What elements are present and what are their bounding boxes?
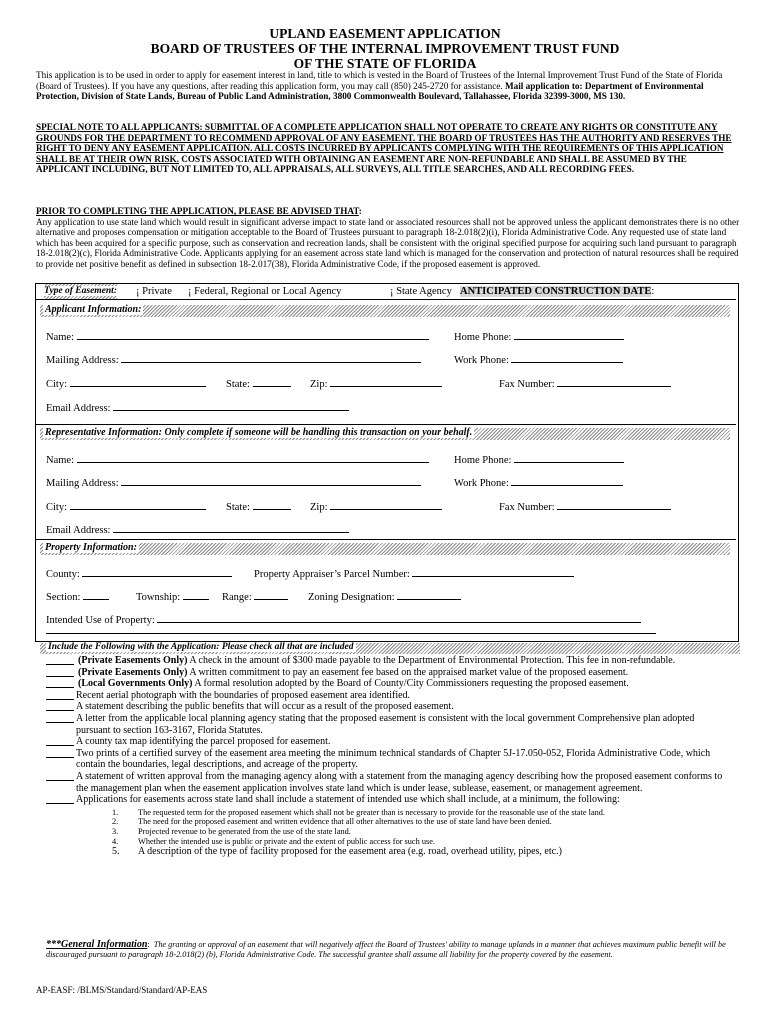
township-row: Township: <box>136 589 209 604</box>
sub-item: 4. Whether the intended use is public or private and the extent of public access for such use. <box>112 836 435 846</box>
special-note <box>36 122 736 175</box>
rep-work-phone-field[interactable] <box>511 475 623 486</box>
construction-date: ANTICIPATED CONSTRUCTION DATE: <box>460 284 736 315</box>
include-item: (Local Governments Only) A formal resolution adopted by the Board of County/City Commissioners requesting the proposed easement. <box>46 678 726 690</box>
page-header <box>0 26 770 71</box>
rep-zip-field[interactable] <box>330 499 442 510</box>
applicant-zip-field[interactable] <box>330 376 442 387</box>
applicant-state-field[interactable] <box>253 376 291 387</box>
easement-type-row <box>36 284 736 300</box>
applicant-fax-row: Fax Number: <box>499 376 671 391</box>
applicant-city-field[interactable] <box>70 376 206 387</box>
prior-text: Any application to use state land which would result in significant adverse impact to state land or associated resources shall not be approved unless the applicant demonstrates there is no other alternative and proposes compensation or mitigation acceptable to the Board of Trustees pursuant to paragraph 18-2.018(2)(i), Florida Administrative Code. Any requested use of state land which has been acquired for a specific purpose, such as conservation and recreation lands, shall be consistent with the original specified purpose for acquiring such land pursuant to paragraph 18-2.018(2)(c), Florida Administrative Code. Applicants applying for an easement across state land which is managed for the conservation and protection of natural resources shall be required to provide net positive benefit as defined in subsection 18-2.017(38), Florida Administrative Code, if the proposed easement is approved. <box>36 216 740 269</box>
rep-city-field[interactable] <box>70 499 206 510</box>
sub-item: 2. The need for the proposed easement and written evidence that all other alternatives to the use of state land have been denied. <box>112 817 552 827</box>
general-text: The granting or approval of an easement that will negatively affect the Board of Trustees' ability to manage uplands in a manner that achieves maximum public benefit will be discouraged pursuant to paragraph 18-2.018(2) (b), Florida Administrative Code. The successful grantee shall assume all liability for the property covered by the easement. <box>46 940 726 959</box>
property-heading-bar <box>40 543 730 555</box>
applicant-name-field[interactable] <box>77 329 429 340</box>
general-information: ***General Information: The granting or approval of an easement that will negatively affect the Board of Trustees' ability to manage uplands in a manner that achieves maximum public benefit will be discouraged pursuant to paragraph 18-2.018(2) (b), Florida Administrative Code. The successful grantee shall assume all liability for the property covered by the easement. <box>46 939 726 959</box>
parcel-row: Property Appraiser’s Parcel Number: <box>254 566 574 581</box>
applicant-name-row: Name: <box>46 329 429 344</box>
intro-paragraph <box>36 70 736 102</box>
include-checkbox[interactable] <box>46 736 74 746</box>
representative-heading: Representative Information: Only complete if someone will be handling this transaction on your behalf. <box>45 427 473 438</box>
include-checkbox[interactable] <box>46 667 74 677</box>
include-item: Two prints of a certified survey of the easement area meeting the minimum technical standards of Chapter 5J-17.050-052, Florida Administrative Code, which contain the boundaries, legal descriptions, and acreage of the property. <box>46 748 726 771</box>
zoning-field[interactable] <box>397 589 461 600</box>
applicant-city-row: City: <box>46 376 206 391</box>
sub-item: 5. A description of the type of facility proposed for the easement area (e.g. road, overhead utility, pipes, etc.) <box>112 846 562 858</box>
applicant-home-phone-field[interactable] <box>514 329 624 340</box>
applicant-fax-field[interactable] <box>557 376 671 387</box>
rep-name-field[interactable] <box>77 452 429 463</box>
include-list <box>46 655 726 857</box>
section-field[interactable] <box>83 589 109 600</box>
applicant-work-phone-field[interactable] <box>511 352 623 363</box>
applicant-mailing-field[interactable] <box>121 352 421 363</box>
applicant-zip-row: Zip: <box>310 376 442 391</box>
special-note-underlined: SPECIAL NOTE TO ALL APPLICANTS: SUBMITTAL OF A COMPLETE APPLICATION SHALL NOT OPERATE TO CREATE ANY RIGHTS OR CONSTITUTE ANY GROUNDS FOR THE DEPARTMENT TO RECOMMEND APPROVAL OF ANY EASEMENT. THE BOARD OF TRUSTEES HAS THE AUTHORITY AND RESERVES THE RIGHT TO DENY ANY EASEMENT APPLICATION. ALL COSTS INCURRED BY APPLICANTS COMPLYING WITH THE REQUIREMENTS OF THIS APPLICATION SHALL BE AT THEIR OWN RISK. <box>36 122 732 164</box>
title-line-3: OF THE STATE OF FLORIDA <box>293 56 477 71</box>
sub-item: 3. Projected revenue to be generated from the use of the state land. <box>112 826 351 836</box>
intro-text: This application is to be used in order to apply for easement interest in land, title to which is vested in the Board of Trustees of the Internal Improvement Trust Fund of the State of Florida (Board of Trustees). If you have any questions, after reading this application form, you may call (850) 245-2720 for assistance. <box>36 70 723 91</box>
rep-mailing-field[interactable] <box>121 475 421 486</box>
include-checkbox[interactable] <box>46 771 74 781</box>
prior-section: PRIOR TO COMPLETING THE APPLICATION, PLEASE BE ADVISED THAT: Any application to use state land which would result in significant adverse impact to state land or associated resources shall not be approved unless the applicant demonstrates there is no other alternative and proposes compensation or mitigation acceptable to the Board of Trustees pursuant to paragraph 18-2.018(2)(i), Florida Administrative Code. Any requested use of state land which has been acquired for a specific purpose, such as conservation and recreation lands, shall be consistent with the original specified purpose for acquiring such land pursuant to paragraph 18-2.018(2)(c), Florida Administrative Code. Applicants applying for an easement across state land which is managed for the conservation and protection of natural resources shall be required to provide net positive benefit as defined in subsection 18-2.017(38), Florida Administrative Code, if the proposed easement is approved. <box>36 206 740 269</box>
include-heading-bar <box>40 643 740 654</box>
mail-address: Department of Environmental Protection, Division of State Lands, Bureau of Public Land Administration, 3800 Commonwealth Boulevard, Tallahassee, Florida 32399-3000, MS 130. <box>36 80 704 102</box>
include-heading: Include the Following with the Application: Please check all that are included <box>48 642 354 652</box>
include-item: A letter from the applicable local planning agency stating that the proposed easement is consistent with the local government Comprehensive plan adopted pursuant to section 163-3167, Florida Statutes. <box>46 713 726 736</box>
rep-fax-field[interactable] <box>557 499 671 510</box>
rep-work-phone-row: Work Phone: <box>454 475 623 490</box>
intended-use-field[interactable] <box>157 612 641 623</box>
footer-code: AP-EASF: /BLMS/Standard/Standard/AP-EAS <box>36 985 208 995</box>
applicant-heading: Applicant Information: <box>45 304 142 315</box>
range-row: Range: <box>222 589 288 604</box>
prior-heading: PRIOR TO COMPLETING THE APPLICATION, PLEASE BE ADVISED THAT <box>36 206 359 216</box>
mail-label: Mail application to: <box>504 80 583 91</box>
title-line-1: UPLAND EASEMENT APPLICATION <box>269 26 501 41</box>
rep-city-row: City: <box>46 499 206 514</box>
county-row: County: <box>46 566 232 581</box>
divider <box>36 424 736 425</box>
parcel-field[interactable] <box>412 566 574 577</box>
option-private[interactable]: ¡ Private <box>136 286 172 297</box>
rep-zip-row: Zip: <box>310 499 442 514</box>
applicant-email-row: Email Address: <box>46 400 349 415</box>
intended-use-field-line2[interactable] <box>46 633 656 634</box>
sub-list <box>46 806 726 857</box>
title-line-2: BOARD OF TRUSTEES OF THE INTERNAL IMPROVEMENT TRUST FUND <box>150 41 620 56</box>
include-item: Recent aerial photograph with the boundaries of proposed easement area identified. <box>46 690 726 702</box>
option-federal[interactable]: ¡ Federal, Regional or Local Agency <box>188 286 342 297</box>
include-checkbox[interactable] <box>46 655 74 665</box>
sub-item: 1. The requested term for the proposed easement which shall not be greater than is necessary to provide for the reasonable use of the state land. <box>112 807 605 817</box>
include-checkbox[interactable] <box>46 701 74 711</box>
include-item: Applications for easements across state land shall include a statement of intended use which shall include, at a minimum, the following: <box>46 794 726 806</box>
property-heading: Property Information: <box>45 542 137 553</box>
rep-state-field[interactable] <box>253 499 291 510</box>
include-checkbox[interactable] <box>46 794 74 804</box>
rep-home-phone-row: Home Phone: <box>454 452 624 467</box>
range-field[interactable] <box>254 589 288 600</box>
section-row: Section: <box>46 589 109 604</box>
applicant-email-field[interactable] <box>113 400 349 411</box>
include-checkbox[interactable] <box>46 748 74 758</box>
rep-mailing-row: Mailing Address: <box>46 475 421 490</box>
township-field[interactable] <box>183 589 209 600</box>
representative-heading-bar <box>40 428 730 440</box>
include-item: A statement of written approval from the managing agency along with a statement from the managing agency describing how the proposed easement conforms to the management plan when the easement application involves state land which is under lease, sublease, easement, or management agreement. <box>46 771 726 794</box>
radio-icon: ¡ <box>136 286 140 297</box>
rep-home-phone-field[interactable] <box>514 452 624 463</box>
radio-icon: ¡ <box>390 286 394 297</box>
applicant-mailing-row: Mailing Address: <box>46 352 421 367</box>
include-checkbox[interactable] <box>46 690 74 700</box>
include-checkbox[interactable] <box>46 678 74 688</box>
include-item: (Private Easements Only) A check in the amount of $300 made payable to the Department of Environmental Protection. This fee in non-refundable. <box>46 655 726 667</box>
applicant-work-phone-row: Work Phone: <box>454 352 623 367</box>
option-state-agency[interactable]: ¡ State Agency <box>390 286 452 297</box>
radio-icon: ¡ <box>188 286 192 297</box>
special-note-rest: COSTS ASSOCIATED WITH OBTAINING AN EASEMENT ARE NON-REFUNDABLE AND SHALL BE ASSUMED BY THE APPLICANT INCLUDING, BUT NOT LIMITED TO, ALL APPRAISALS, ALL SURVEYS, ALL TITLE SEARCHES, AND ALL RECORDING FEES. <box>36 153 687 175</box>
include-item: A county tax map identifying the parcel proposed for easement. <box>46 736 726 748</box>
rep-fax-row: Fax Number: <box>499 499 671 514</box>
county-field[interactable] <box>82 566 232 577</box>
zoning-row: Zoning Designation: <box>308 589 461 604</box>
include-checkbox[interactable] <box>46 713 74 723</box>
include-item: (Private Easements Only) A written commitment to pay an easement fee based on the appraised market value of the proposed easement. <box>46 667 726 679</box>
easement-type-label: Type of Easement: <box>44 284 117 299</box>
rep-state-row: State: <box>226 499 291 514</box>
rep-name-row: Name: <box>46 452 429 467</box>
divider <box>36 539 736 540</box>
intended-use-row: Intended Use of Property: <box>46 612 641 627</box>
general-label: ***General Information <box>46 939 148 950</box>
applicant-heading-bar <box>40 305 730 317</box>
include-item: A statement describing the public benefits that will occur as a result of the proposed easement. <box>46 701 726 713</box>
applicant-home-phone-row: Home Phone: <box>454 329 624 344</box>
rep-email-field[interactable] <box>113 522 349 533</box>
applicant-state-row: State: <box>226 376 291 391</box>
rep-email-row: Email Address: <box>46 522 349 537</box>
